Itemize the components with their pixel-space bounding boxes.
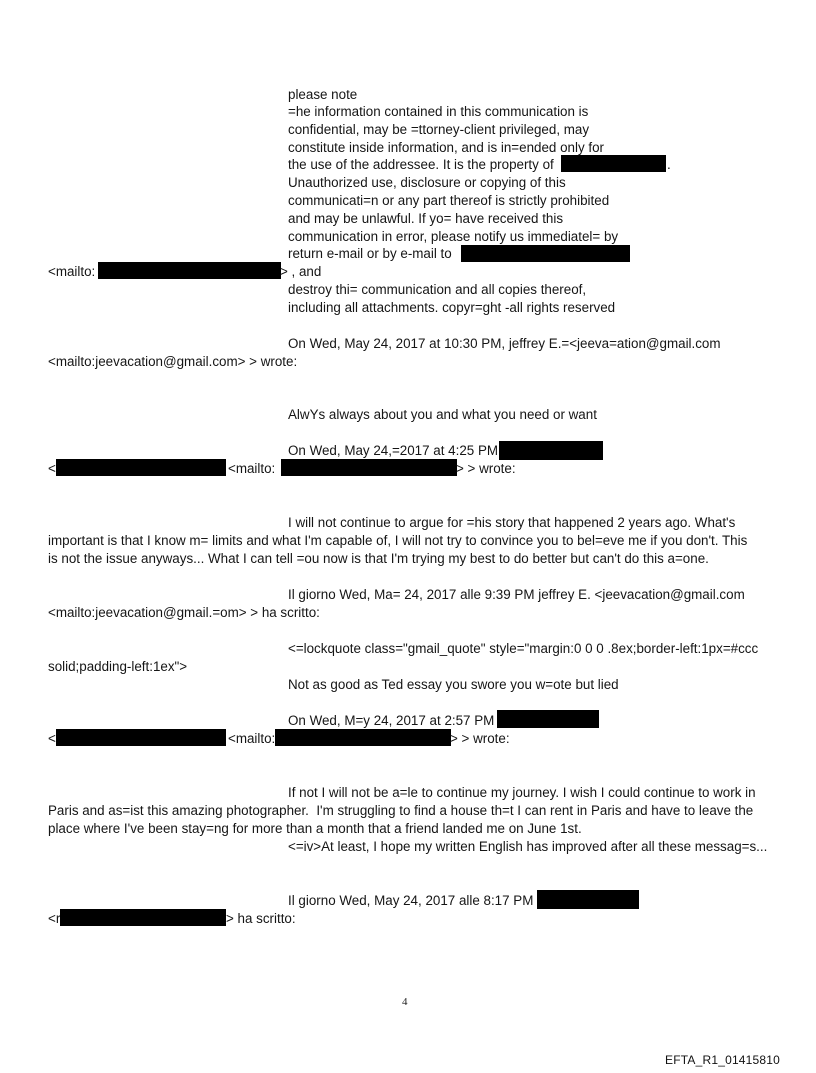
redaction-box [497, 710, 599, 728]
text-line: On Wed, May 24, 2017 at 10:30 PM, jeffrey E.=<jeeva=ation@gmail.com [288, 336, 721, 351]
text-line: Not as good as Ted essay you swore you w=ote but lied [288, 677, 619, 692]
text-line: constitute inside information, and is in=ended only for [288, 140, 604, 155]
text-line: is not the issue anyways... What I can tell =ou now is that I'm trying my best to do better but can't do this a=one. [48, 551, 709, 566]
text-line: and may be unlawful. If yo= have received this [288, 211, 564, 226]
redaction-box [56, 729, 226, 746]
text-line: On Wed, May 24,=2017 at 4:25 PM [288, 443, 499, 458]
text-line: < [48, 731, 56, 746]
text-line: > > wrote: [456, 461, 516, 476]
text-line: return e-mail or by e-mail to [288, 246, 452, 261]
text-line: solid;padding-left:1ex"> [48, 659, 188, 674]
redaction-box [461, 245, 630, 262]
redaction-box [56, 459, 226, 476]
text-line: <mailto:jeevacation@gmail.=om> > ha scritto: [48, 605, 320, 620]
text-line: <=iv>At least, I hope my written English has improved after all these messag=s... [288, 839, 768, 854]
page-number: 4 [402, 996, 408, 1008]
text-line: If not I will not be a=le to continue my journey. I wish I could continue to work in [288, 785, 756, 800]
text-line: important is that I know m= limits and what I'm capable of, I will not try to convince you to bel=eve me if you don't. This [48, 533, 748, 548]
redaction-box [537, 890, 639, 909]
text-line: confidential, may be =ttorney-client privileged, may [288, 122, 590, 137]
text-line: including all attachments. copyr=ght -all rights reserved [288, 300, 616, 315]
text-line: > > wrote: [450, 731, 510, 746]
text-line: communication in error, please notify us immediatel= by [288, 229, 619, 244]
text-line: > , and [280, 264, 322, 279]
text-line: Paris and as=ist this amazing photographer. I'm struggling to find a house th=t I can rent in Paris and have to leave the [48, 803, 754, 818]
text-line: the use of the addressee. It is the property of [288, 157, 554, 172]
text-line: communicati=n or any part thereof is strictly prohibited [288, 193, 610, 208]
redaction-box [281, 459, 457, 476]
text-line: <mailto: [48, 264, 96, 279]
text-line: <mailto:jeevacation@gmail.com> > wrote: [48, 354, 298, 369]
redaction-box [275, 729, 451, 746]
text-line: < [48, 461, 56, 476]
text-line: Unauthorized use, disclosure or copying of this [288, 175, 566, 190]
text-line: =he information contained in this communication is [288, 104, 589, 119]
text-line: . [667, 157, 671, 172]
text-line: AlwYs always about you and what you need or want [288, 407, 597, 422]
text-line: <=lockquote class="gmail_quote" style="margin:0 0 0 .8ex;border-left:1px=#ccc [288, 641, 759, 656]
text-line: <r [48, 911, 61, 926]
redaction-box [60, 909, 226, 926]
redaction-box [98, 262, 281, 279]
document-id-footer: EFTA_R1_01415810 [665, 1053, 781, 1067]
text-line: <mailto: [228, 461, 276, 476]
text-line: destroy thi= communication and all copies thereof, [288, 282, 587, 297]
text-line: > ha scritto: [226, 911, 296, 926]
text-line: I will not continue to argue for =his story that happened 2 years ago. What's [288, 515, 736, 530]
redaction-box [499, 441, 603, 460]
text-line: Il giorno Wed, Ma= 24, 2017 alle 9:39 PM jeffrey E. <jeevacation@gmail.com [288, 587, 745, 602]
text-line: Il giorno Wed, May 24, 2017 alle 8:17 PM [288, 893, 534, 908]
redaction-box [561, 155, 666, 172]
text-line: On Wed, M=y 24, 2017 at 2:57 PM [288, 713, 495, 728]
text-line: place where I've been stay=ng for more than a month that a friend landed me on June 1st. [48, 821, 582, 836]
text-line: <mailto: [228, 731, 276, 746]
text-line: please note [288, 87, 358, 102]
